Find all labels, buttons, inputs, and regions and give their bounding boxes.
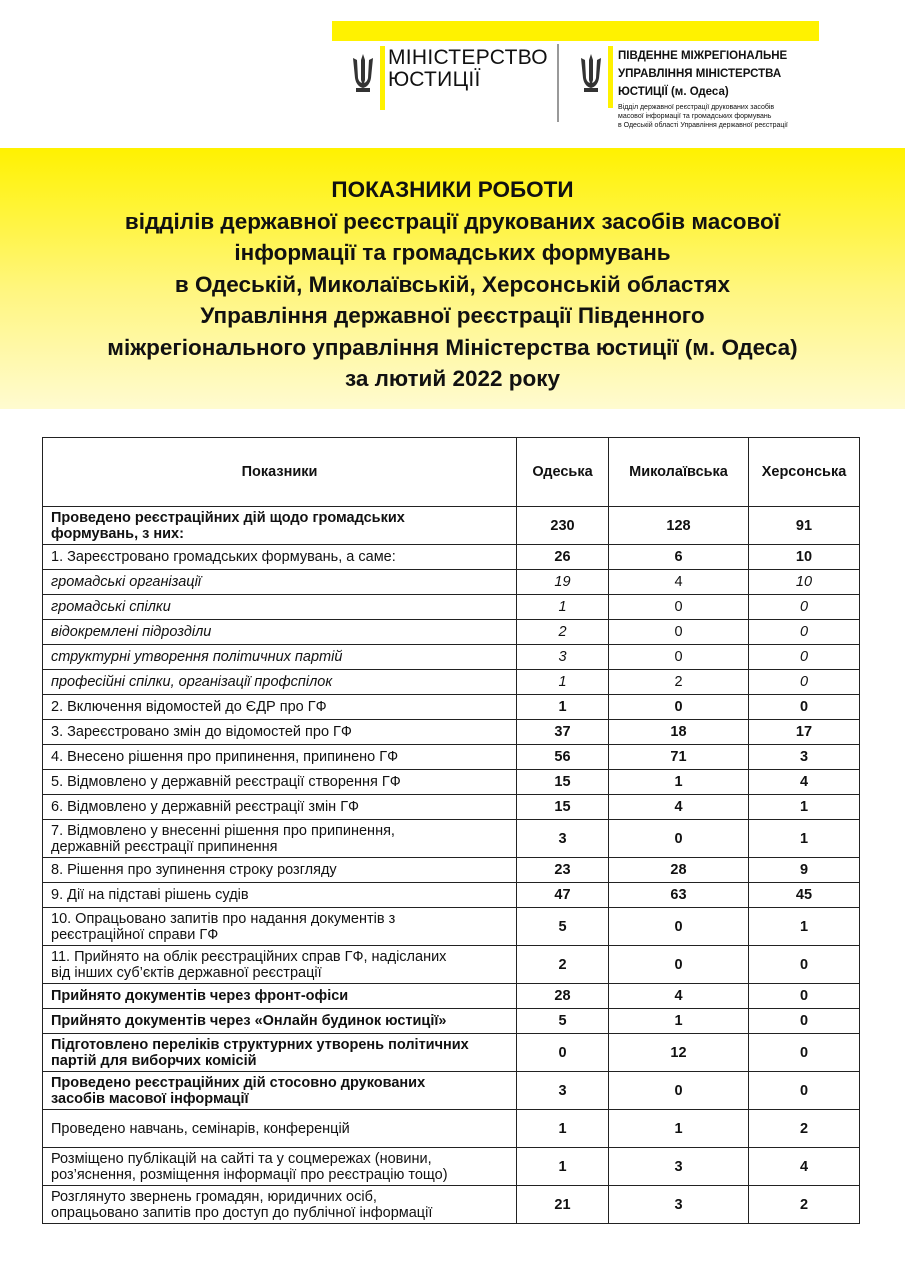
title-line: Управління державної реєстрації Південного — [200, 303, 705, 328]
table-row — [43, 1110, 860, 1148]
value-mykolaiv: 3 — [609, 1186, 749, 1224]
value-kherson: 17 — [749, 720, 860, 745]
value-odesa: 1 — [517, 1110, 609, 1148]
value-odesa: 1 — [517, 670, 609, 695]
department-logo-line: УПРАВЛІННЯ МІНІСТЕРСТВА — [618, 68, 782, 80]
row-label-line: партій для виборчих комісій — [51, 1052, 257, 1069]
row-label-line: 11. Прийнято на облік реєстраційних справ ГФ, надісланих — [51, 948, 447, 965]
row-label — [43, 946, 517, 984]
row-label-line: структурні утворення політичних партій — [51, 649, 343, 665]
value-odesa: 5 — [517, 908, 609, 946]
table-row — [43, 545, 860, 570]
department-logo-subline: в Одеській області Управління державної реєстрації — [618, 122, 788, 129]
title-line: відділів державної реєстрації друкованих засобів масової — [124, 208, 781, 234]
value-odesa: 56 — [517, 745, 609, 770]
value-kherson: 2 — [749, 1110, 860, 1148]
value-kherson: 0 — [749, 946, 860, 984]
row-label-line: Проведено навчань, семінарів, конференцій — [51, 1120, 350, 1137]
row-label-line: роз’яснення, розміщення інформації про реєстрацію тощо) — [51, 1166, 448, 1183]
value-kherson: 45 — [749, 883, 860, 908]
department-logo-subline: Відділ державної реєстрації друкованих засобів — [618, 104, 775, 111]
table-row — [43, 645, 860, 670]
value-kherson: 0 — [749, 620, 860, 645]
value-odesa: 23 — [517, 858, 609, 883]
title-line: міжрегіонального управління Міністерства юстиції (м. Одеса) — [107, 334, 798, 360]
title-line: ПОКАЗНИКИ РОБОТИ — [331, 177, 574, 202]
value-kherson: 0 — [749, 984, 860, 1009]
value-kherson: 2 — [749, 1186, 860, 1224]
value-mykolaiv: 63 — [609, 883, 749, 908]
value-odesa: 2 — [517, 946, 609, 984]
row-label — [43, 984, 517, 1009]
value-kherson: 91 — [749, 507, 860, 545]
value-kherson: 10 — [749, 570, 860, 595]
logo-stripe — [380, 46, 385, 110]
table-row — [43, 820, 860, 858]
department-logo — [578, 44, 823, 134]
value-mykolaiv: 28 — [609, 858, 749, 883]
column-header-kherson: Херсонська — [749, 438, 860, 507]
logo-divider — [557, 44, 559, 122]
value-odesa: 19 — [517, 570, 609, 595]
value-kherson: 4 — [749, 1148, 860, 1186]
value-mykolaiv: 0 — [609, 908, 749, 946]
value-mykolaiv: 0 — [609, 595, 749, 620]
row-label — [43, 570, 517, 595]
table-row — [43, 1009, 860, 1034]
department-logo-subline: масової інформації та громадських формувань — [618, 113, 772, 120]
table-row — [43, 507, 860, 545]
ministry-logo-line1: МІНІСТЕРСТВО — [388, 46, 548, 69]
row-label-line: громадські спілки — [51, 599, 171, 615]
value-odesa: 26 — [517, 545, 609, 570]
row-label — [43, 645, 517, 670]
table-row — [43, 1034, 860, 1072]
row-label-line: 2. Включення відомостей до ЄДР про ГФ — [51, 699, 327, 715]
table-row — [43, 946, 860, 984]
value-mykolaiv: 4 — [609, 984, 749, 1009]
table-body — [43, 507, 860, 1224]
row-label-line: державній реєстрації припинення — [51, 838, 278, 855]
value-mykolaiv: 0 — [609, 946, 749, 984]
value-mykolaiv: 18 — [609, 720, 749, 745]
value-mykolaiv: 6 — [609, 545, 749, 570]
value-odesa: 15 — [517, 770, 609, 795]
row-label — [43, 1110, 517, 1148]
row-label-line: опрацьовано запитів про доступ до публічної інформації — [51, 1204, 433, 1221]
table-row — [43, 770, 860, 795]
title-line: за лютий 2022 року — [344, 366, 561, 391]
value-odesa: 1 — [517, 1148, 609, 1186]
table-row — [43, 570, 860, 595]
row-label-line: Розглянуто звернень громадян, юридичних осіб, — [51, 1188, 377, 1205]
row-label-line: 9. Дії на підставі рішень судів — [51, 887, 249, 903]
value-mykolaiv: 0 — [609, 820, 749, 858]
row-label-line: 10. Опрацьовано запитів про надання документів з — [51, 910, 396, 927]
value-kherson: 0 — [749, 1034, 860, 1072]
row-label-line: Розміщено публікацій на сайті та у соцмережах (новини, — [51, 1150, 432, 1167]
row-label-line: формувань, з них: — [51, 525, 184, 542]
table-row — [43, 908, 860, 946]
value-mykolaiv: 2 — [609, 670, 749, 695]
row-label — [43, 858, 517, 883]
value-odesa: 1 — [517, 595, 609, 620]
table-row — [43, 720, 860, 745]
row-label — [43, 507, 517, 545]
row-label-line: засобів масової інформації — [51, 1090, 249, 1107]
row-label-line: 5. Відмовлено у державній реєстрації створення ГФ — [51, 774, 401, 790]
table-row — [43, 745, 860, 770]
value-odesa: 230 — [517, 507, 609, 545]
title-banner — [0, 148, 905, 409]
value-odesa: 21 — [517, 1186, 609, 1224]
department-logo-line: ЮСТИЦІЇ (м. Одеса) — [618, 86, 729, 98]
value-kherson: 0 — [749, 695, 860, 720]
value-odesa: 15 — [517, 795, 609, 820]
logo-stripe — [608, 46, 613, 108]
table-row — [43, 695, 860, 720]
row-label-line: 1. Зареєстровано громадських формувань, а саме: — [51, 549, 396, 565]
value-odesa: 0 — [517, 1034, 609, 1072]
value-mykolaiv: 1 — [609, 1110, 749, 1148]
value-odesa: 3 — [517, 820, 609, 858]
row-label — [43, 795, 517, 820]
value-kherson: 1 — [749, 795, 860, 820]
value-kherson: 10 — [749, 545, 860, 570]
row-label — [43, 1034, 517, 1072]
table-row — [43, 670, 860, 695]
value-mykolaiv: 0 — [609, 1072, 749, 1110]
value-mykolaiv: 1 — [609, 1009, 749, 1034]
value-mykolaiv: 0 — [609, 695, 749, 720]
row-label — [43, 720, 517, 745]
value-mykolaiv: 12 — [609, 1034, 749, 1072]
value-odesa: 5 — [517, 1009, 609, 1034]
row-label-line: 3. Зареєстровано змін до відомостей про ГФ — [51, 724, 352, 740]
row-label — [43, 595, 517, 620]
table-header-row — [43, 438, 860, 507]
column-header-mykolaiv: Миколаївська — [609, 438, 749, 507]
table-row — [43, 883, 860, 908]
value-mykolaiv: 0 — [609, 645, 749, 670]
row-label — [43, 1148, 517, 1186]
row-label-line: Прийнято документів через фронт-офіси — [51, 988, 349, 1004]
table-row — [43, 1072, 860, 1110]
row-label-line: професійні спілки, організації профспілок — [51, 674, 333, 690]
value-mykolaiv: 71 — [609, 745, 749, 770]
value-mykolaiv: 128 — [609, 507, 749, 545]
row-label — [43, 883, 517, 908]
value-kherson: 9 — [749, 858, 860, 883]
table-row — [43, 1186, 860, 1224]
value-odesa: 2 — [517, 620, 609, 645]
page-title — [0, 174, 905, 395]
table-row — [43, 858, 860, 883]
table-row — [43, 1148, 860, 1186]
ministry-logo — [350, 44, 550, 116]
value-kherson: 0 — [749, 595, 860, 620]
row-label — [43, 670, 517, 695]
row-label-line: 4. Внесено рішення про припинення, припинено ГФ — [51, 749, 399, 765]
value-mykolaiv: 4 — [609, 570, 749, 595]
table-row — [43, 795, 860, 820]
value-kherson: 3 — [749, 745, 860, 770]
value-kherson: 0 — [749, 1009, 860, 1034]
value-kherson: 0 — [749, 670, 860, 695]
department-logo-line: ПІВДЕННЕ МІЖРЕГІОНАЛЬНЕ — [618, 50, 788, 62]
row-label-line: Проведено реєстраційних дій стосовно друкованих — [51, 1074, 426, 1091]
row-label — [43, 908, 517, 946]
trident-icon — [350, 52, 376, 96]
value-odesa: 3 — [517, 645, 609, 670]
row-label-line: 7. Відмовлено у внесенні рішення про припинення, — [51, 822, 395, 839]
value-odesa: 3 — [517, 1072, 609, 1110]
row-label — [43, 1009, 517, 1034]
value-mykolaiv: 4 — [609, 795, 749, 820]
row-label — [43, 770, 517, 795]
row-label-line: 6. Відмовлено у державній реєстрації змін ГФ — [51, 799, 360, 815]
row-label-line: реєстраційної справи ГФ — [51, 926, 219, 943]
row-label — [43, 745, 517, 770]
value-odesa: 37 — [517, 720, 609, 745]
value-kherson: 1 — [749, 908, 860, 946]
title-line: інформації та громадських формувань — [234, 240, 671, 265]
row-label-line: Підготовлено переліків структурних утворень політичних — [51, 1036, 469, 1053]
value-odesa: 28 — [517, 984, 609, 1009]
value-kherson: 1 — [749, 820, 860, 858]
row-label-line: від інших суб’єктів державної реєстрації — [51, 964, 322, 981]
row-label-line: Прийнято документів через «Онлайн будинок юстиції» — [51, 1013, 447, 1029]
ministry-logo-line2: ЮСТИЦІЇ — [388, 68, 481, 91]
row-label — [43, 820, 517, 858]
row-label-line: відокремлені підрозділи — [51, 624, 212, 640]
row-label — [43, 620, 517, 645]
value-odesa: 47 — [517, 883, 609, 908]
top-accent-bar — [332, 21, 819, 41]
trident-icon — [578, 52, 604, 96]
row-label — [43, 545, 517, 570]
value-kherson: 0 — [749, 1072, 860, 1110]
table-row — [43, 595, 860, 620]
row-label-line: Проведено реєстраційних дій щодо громадських — [51, 509, 405, 526]
column-header-odesa: Одеська — [517, 438, 609, 507]
column-header-indicators: Показники — [43, 438, 517, 507]
row-label-line: 8. Рішення про зупинення строку розгляду — [51, 862, 337, 878]
value-mykolaiv: 1 — [609, 770, 749, 795]
row-label — [43, 1072, 517, 1110]
value-odesa: 1 — [517, 695, 609, 720]
value-kherson: 4 — [749, 770, 860, 795]
statistics-table — [42, 437, 860, 1224]
table-row — [43, 984, 860, 1009]
value-mykolaiv: 0 — [609, 620, 749, 645]
row-label — [43, 695, 517, 720]
value-kherson: 0 — [749, 645, 860, 670]
row-label — [43, 1186, 517, 1224]
row-label-line: громадські організації — [51, 574, 202, 590]
title-line: в Одеській, Миколаївській, Херсонській областях — [174, 271, 731, 297]
value-mykolaiv: 3 — [609, 1148, 749, 1186]
table-row — [43, 620, 860, 645]
